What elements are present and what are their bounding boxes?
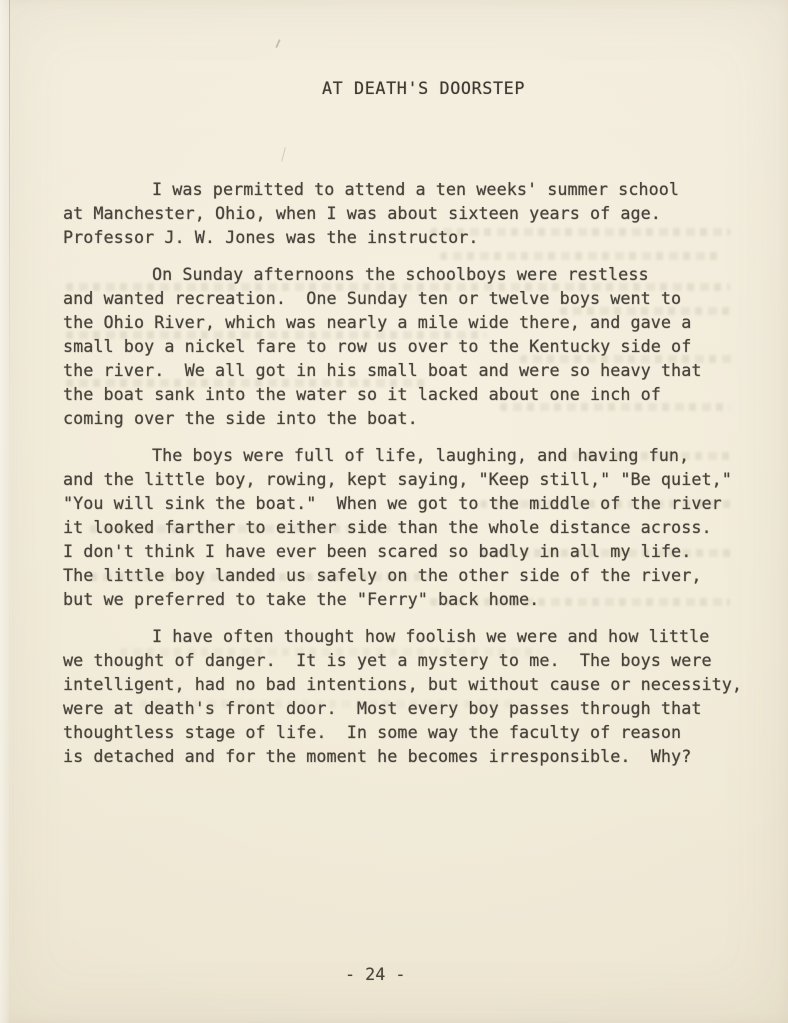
text-line: The boys were full of life, laughing, and having fun, xyxy=(152,445,690,465)
text-line: and wanted recreation. One Sunday ten or twelve boys went to xyxy=(63,288,682,308)
text-line: I have often thought how foolish we were and how little xyxy=(152,626,710,646)
text-line: I don't think I have ever been scared so badly in all my life. xyxy=(63,541,692,561)
paragraph xyxy=(0,443,788,611)
paragraph xyxy=(0,262,788,430)
paragraph xyxy=(0,177,788,249)
text-line: small boy a nickel fare to row us over to the Kentucky side of xyxy=(63,336,692,356)
text-line: Professor J. W. Jones was the instructor. xyxy=(63,227,479,247)
text-line: On Sunday afternoons the schoolboys were restless xyxy=(152,264,649,284)
text-line: and the little boy, rowing, kept saying, "Keep still," "Be quiet," xyxy=(63,469,732,489)
page-number: - 24 - xyxy=(345,964,406,984)
pencil-mark xyxy=(275,39,280,48)
text-line: I was permitted to attend a ten weeks' summer school xyxy=(152,179,679,199)
page-title: AT DEATH'S DOORSTEP xyxy=(322,78,526,98)
text-line: The little boy landed us safely on the other side of the river, xyxy=(63,565,702,585)
paragraph xyxy=(0,624,788,768)
text-line: at Manchester, Ohio, when I was about sixteen years of age. xyxy=(63,203,661,223)
text-line: were at death's front door. Most every boy passes through that xyxy=(63,698,702,718)
text-line: thoughtless stage of life. In some way the faculty of reason xyxy=(63,722,682,742)
text-line: intelligent, had no bad intentions, but without cause or necessity, xyxy=(63,674,743,694)
text-line: is detached and for the moment he becomes irresponsible. Why? xyxy=(63,746,692,766)
text-line: we thought of danger. It is yet a mystery to me. The boys were xyxy=(63,650,712,670)
text-line: the river. We all got in his small boat and were so heavy that xyxy=(63,360,702,380)
pencil-mark xyxy=(281,147,286,162)
text-line: "You will sink the boat." When we got to the middle of the river xyxy=(63,493,722,513)
document-body xyxy=(0,177,788,781)
text-line: but we preferred to take the "Ferry" back home. xyxy=(63,589,540,609)
text-line: the Ohio River, which was nearly a mile wide there, and gave a xyxy=(63,312,692,332)
text-line: coming over the side into the boat. xyxy=(63,408,418,428)
text-line: it looked farther to either side than the whole distance across. xyxy=(63,517,712,537)
text-line: the boat sank into the water so it lacked about one inch of xyxy=(63,384,661,404)
